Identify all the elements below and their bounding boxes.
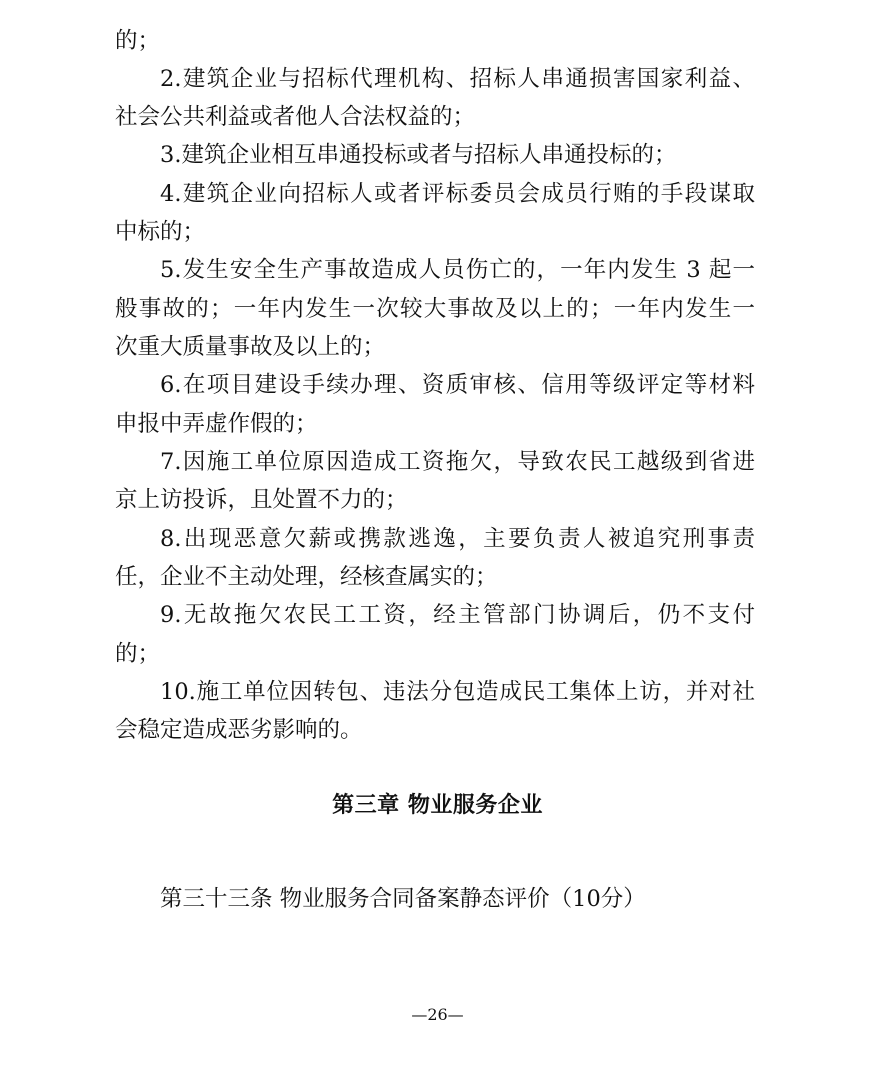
article-heading: 第三十三条 物业服务合同备案静态评价（10分） (160, 886, 646, 912)
chapter-title: 第三章 物业服务企业 (332, 793, 543, 818)
list-item-4-line-1: 4.建筑企业向招标人或者评标委员会成员行贿的手段谋取 (160, 181, 755, 207)
list-item-4-line-2: 中标的； (115, 219, 206, 245)
list-item-5-line-1: 5.发生安全生产事故造成人员伤亡的，一年内发生 3 起一 (160, 257, 755, 283)
list-item-3: 3.建筑企业相互串通投标或者与招标人串通投标的； (160, 142, 677, 168)
list-item-9-line-2: 的； (115, 641, 161, 667)
list-item-7-line-2: 京上访投诉，且处置不力的； (115, 487, 408, 513)
list-item-5-line-3: 次重大质量事故及以上的； (115, 334, 386, 360)
page-number: —26— (411, 1005, 464, 1024)
list-item-2-line-2: 社会公共利益或者他人合法权益的； (115, 104, 476, 130)
list-item-10-line-2: 会稳定造成恶劣影响的。 (115, 717, 363, 743)
list-item-6-line-1: 6.在项目建设手续办理、资质审核、信用等级评定等材料 (160, 372, 755, 398)
list-item-6-line-2: 申报中弄虚作假的； (115, 411, 318, 437)
list-item-5-line-2: 般事故的；一年内发生一次较大事故及以上的；一年内发生一 (115, 296, 755, 322)
list-item-8-line-2: 任，企业不主动处理，经核查属实的； (115, 564, 498, 590)
list-item-2-line-1: 2.建筑企业与招标代理机构、招标人串通损害国家利益、 (160, 66, 755, 92)
list-item-8-line-1: 8.出现恶意欠薪或携款逃逸，主要负责人被追究刑事责 (160, 526, 755, 552)
list-item-9-line-1: 9.无故拖欠农民工工资，经主管部门协调后，仍不支付 (160, 602, 755, 628)
text-line: 的； (115, 28, 161, 54)
list-item-7-line-1: 7.因施工单位原因造成工资拖欠，导致农民工越级到省进 (160, 449, 755, 475)
list-item-10-line-1: 10.施工单位因转包、违法分包造成民工集体上访，并对社 (160, 679, 755, 705)
